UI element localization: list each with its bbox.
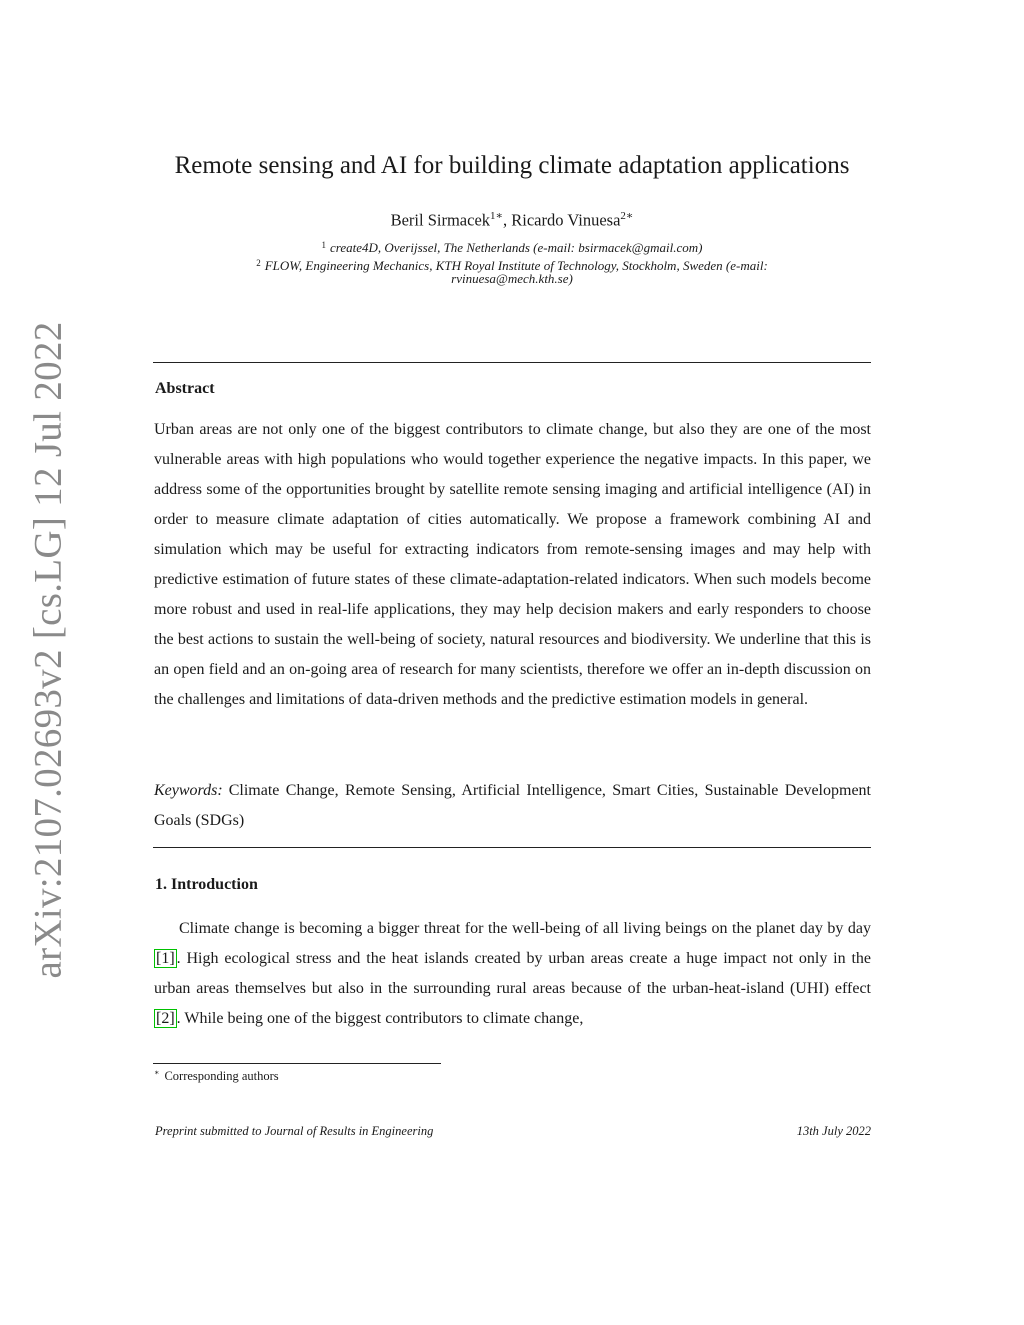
author-name: Ricardo Vinuesa xyxy=(511,210,621,230)
footer-journal: Preprint submitted to Journal of Results in Engineering xyxy=(155,1124,434,1138)
footnote xyxy=(154,1068,279,1084)
abstract-top-rule xyxy=(153,362,871,363)
affiliation-number: 2 xyxy=(256,258,261,268)
citation-link[interactable]: [2] xyxy=(156,1010,175,1027)
arxiv-identifier: arXiv:2107.02693v2 [cs.LG] 12 Jul 2022 xyxy=(26,321,70,979)
footnote-rule xyxy=(153,1063,441,1064)
abstract-heading: Abstract xyxy=(155,380,215,397)
abstract-text: Urban areas are not only one of the biggest contributors to climate change, but also they are one of the most vulnerable areas with high populations who would together experience the negative impacts. In this paper, we address some of the opportunities brought by satellite remote sensing imaging and artificial intelligence (AI) in order to measure climate adaptation of cities automatically. We propose a framework combining AI and simulation which may be useful for extracting indicators from remote-sensing images and may help with predictive estimation of future states of these climate-adaptation-related indicators. When such models become more robust and used in real-life applications, they may help decision makers and early responders to choose the best actions to sustain the well-being of society, natural resources and biodiversity. We underline that this is an open field and an on-going area of research for many scientists, therefore we offer an in-depth discussion on the challenges and limitations of data-driven methods and the predictive estimation models in general. xyxy=(154,421,871,708)
footer-date: 13th July 2022 xyxy=(796,1124,871,1138)
affiliation-text: create4D, Overijssel, The Netherlands (e-mail: bsirmacek@gmail.com) xyxy=(329,240,703,255)
author-separator: , xyxy=(503,210,512,230)
footnote-text: Corresponding authors xyxy=(164,1069,279,1084)
affiliation-2-continuation: rvinuesa@mech.kth.se) xyxy=(451,271,573,286)
intro-text: . High ecological stress and the heat islands created by urban areas create a huge impact not only in the urban areas themselves but also in the surrounding rural areas because of the urban-heat-island (UHI) effect xyxy=(154,950,871,997)
affiliation-text: FLOW, Engineering Mechanics, KTH Royal Institute of Technology, Stockholm, Sweden (e-mail: xyxy=(264,258,768,273)
citation-link[interactable]: [1] xyxy=(156,950,175,967)
introduction-paragraph xyxy=(154,914,871,1034)
abstract-bottom-rule xyxy=(153,847,871,848)
intro-text: Climate change is becoming a bigger threat for the well-being of all living beings on the planet day by day xyxy=(179,920,871,937)
affiliation-number: 1 xyxy=(321,240,326,250)
author-name: Beril Sirmacek xyxy=(390,210,491,230)
keywords-label: Keywords: xyxy=(154,782,223,799)
affiliation-1 xyxy=(0,237,1024,256)
author-mark: 1∗ xyxy=(490,210,504,222)
author-mark: 2∗ xyxy=(620,210,634,222)
paper-title: Remote sensing and AI for building climate adaptation applications xyxy=(174,152,850,179)
author-line xyxy=(0,209,1024,231)
keywords-text: Climate Change, Remote Sensing, Artificial Intelligence, Smart Cities, Sustainable Development Goals (SDGs) xyxy=(154,782,871,829)
footnote-mark: ∗ xyxy=(154,1068,160,1077)
keywords xyxy=(154,776,871,836)
section-heading: 1. Introduction xyxy=(155,876,258,893)
intro-text: . While being one of the biggest contributors to climate change, xyxy=(176,1010,584,1027)
